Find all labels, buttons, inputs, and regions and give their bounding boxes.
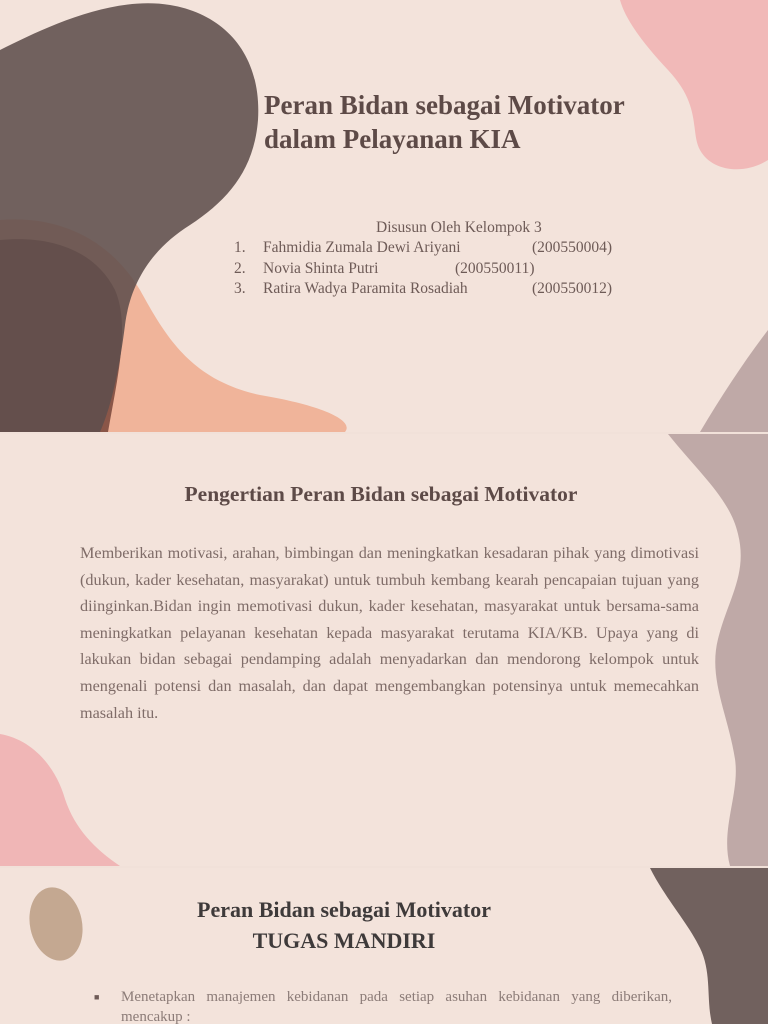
definition-slide [0, 434, 768, 866]
title-line-1: Peran Bidan sebagai Motivator [264, 90, 625, 120]
author-number: 3. [234, 280, 246, 297]
author-id: (200550011) [455, 259, 535, 277]
pink-blob-shape [0, 734, 120, 866]
author-id: (200550012) [532, 280, 613, 297]
list-item [94, 987, 672, 1024]
task-list [94, 987, 672, 1024]
list-item-text: Menetapkan manajemen kebidanan pada setiap asuhan kebidanan yang diberikan, mencakup : [121, 989, 672, 1024]
title-line-2: dalam Pelayanan KIA [264, 124, 521, 154]
slide-heading [134, 894, 554, 956]
slide-background-shapes [0, 0, 768, 432]
heading-line-2: TUGAS MANDIRI [252, 928, 436, 953]
author-name: Novia Shinta Putri [263, 259, 379, 277]
slide-heading: Pengertian Peran Bidan sebagai Motivator [184, 482, 578, 506]
author-number: 1. [234, 239, 246, 256]
author-heading: Disusun Oleh Kelompok 3 [376, 219, 542, 236]
author-name: Ratira Wadya Paramita Rosadiah [263, 280, 468, 297]
definition-paragraph: Memberikan motivasi, arahan, bimbingan dan meningkatkan kesadaran pihak yang dimotivasi (dukun, kader kesehatan, masyarakat) untuk tumbuh kembang kearah pencapaian tujuan yang diinginkan.Bidan ingin memotivasi dukun, kader kesehatan, masyarakat untuk bersama-sama meningkatkan pelayanan kesehatan kepada masyarakat terutama KIA/KB. Upaya yang di lakukan bidan sebagai pendamping adalah menyadarkan dan mendorong kelompok untuk mengenali potensi dan masalah, dan dapat mengembangkan potensinya untuk memecahkan masalah itu. [80, 544, 699, 722]
square-bullet-icon: ■ [94, 992, 100, 1002]
presentation-title [264, 88, 724, 156]
task-slide [0, 868, 768, 1024]
tan-oval-shape [23, 882, 89, 965]
author-id: (200550004) [532, 239, 613, 256]
title-slide [0, 0, 768, 432]
author-number: 2. [234, 259, 246, 277]
mauve-blob-shape [700, 330, 768, 432]
heading-line-1: Peran Bidan sebagai Motivator [197, 897, 491, 922]
author-name: Fahmidia Zumala Dewi Ariyani [263, 239, 461, 256]
